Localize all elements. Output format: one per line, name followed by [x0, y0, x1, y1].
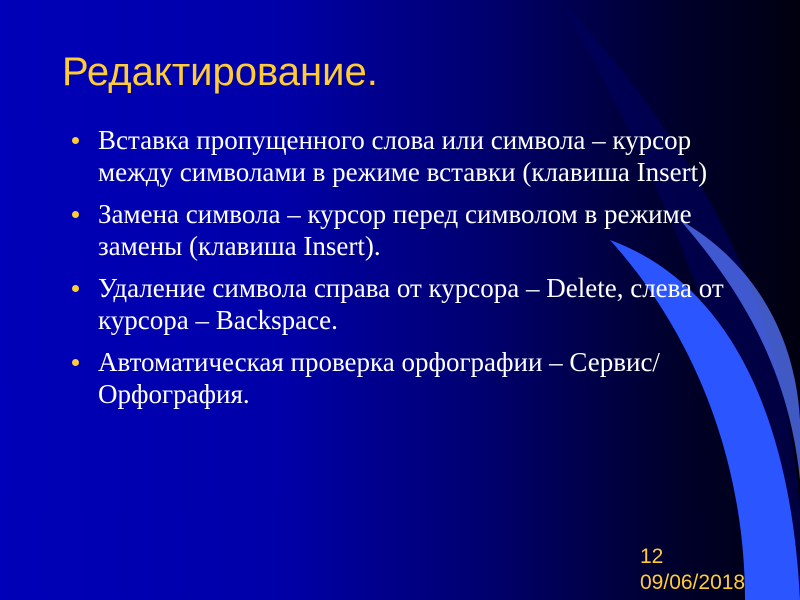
bullet-text: Удаление символа справа от курсора – Delete, слева от курсора – Backspace.: [98, 273, 724, 335]
slide-date: 09/06/2018: [640, 571, 746, 594]
bullet-text: Автоматическая проверка орфографии – Сервис/Орфография.: [98, 347, 660, 409]
bullet-icon: [72, 137, 79, 144]
bullet-item: [70, 272, 750, 336]
slide-number: 12: [640, 545, 664, 568]
slide-footer: [640, 544, 745, 596]
bullet-icon: [72, 211, 79, 218]
bullet-icon: [72, 285, 79, 292]
bullet-text: Замена символа – курсор перед символом в режиме замены (клавиша Insert).: [98, 199, 692, 261]
bullet-icon: [72, 359, 79, 366]
bullet-item: [70, 124, 750, 188]
slide-title: Редактирование.: [62, 50, 378, 94]
bullet-item: [70, 346, 750, 410]
bullet-item: [70, 198, 750, 262]
bullet-text: Вставка пропущенного слова или символа – курсор между символами в режиме вставки (клавиша Insert): [98, 125, 708, 187]
bullet-list: [70, 124, 750, 420]
